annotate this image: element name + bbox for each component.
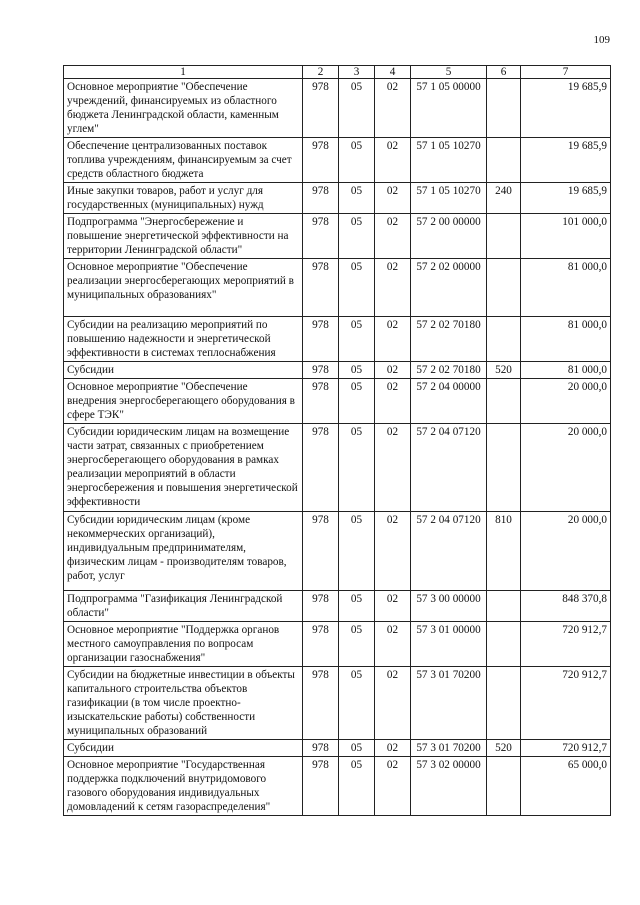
page-number: 109 <box>593 34 610 46</box>
row-subsection-cell: 02 <box>375 183 411 214</box>
row-target-article-cell: 57 3 01 70200 <box>411 740 487 757</box>
row-name-cell: Обеспечение централизованных поставок топлива учреждениям, финансируемым за счет средств областного бюджета <box>64 138 303 183</box>
row-subsection-cell: 02 <box>375 362 411 379</box>
row-gov-code-cell: 978 <box>303 214 339 259</box>
header-col-5: 5 <box>411 66 487 79</box>
table-row <box>64 512 611 591</box>
row-subsection-cell: 02 <box>375 740 411 757</box>
table-body <box>64 79 611 816</box>
header-col-1: 1 <box>64 66 303 79</box>
row-section-cell: 05 <box>339 740 375 757</box>
row-amount-cell: 81 000,0 <box>521 259 611 317</box>
row-name-cell: Субсидии на реализацию мероприятий по повышению надежности и энергетической эффективности в системах теплоснабжения <box>64 317 303 362</box>
row-target-article-cell: 57 2 02 00000 <box>411 259 487 317</box>
row-section-cell: 05 <box>339 667 375 740</box>
row-name-cell: Подпрограмма "Газификация Ленинградской области" <box>64 591 303 622</box>
row-expense-type-cell <box>487 591 521 622</box>
row-expense-type-cell <box>487 259 521 317</box>
table-row <box>64 138 611 183</box>
row-section-cell: 05 <box>339 591 375 622</box>
table-row <box>64 424 611 512</box>
table-row <box>64 757 611 816</box>
table-row <box>64 362 611 379</box>
row-subsection-cell: 02 <box>375 214 411 259</box>
row-subsection-cell: 02 <box>375 512 411 591</box>
row-name-cell: Основное мероприятие "Обеспечение реализации энергосберегающих мероприятий в муниципальных образованиях" <box>64 259 303 317</box>
table-row <box>64 591 611 622</box>
row-gov-code-cell: 978 <box>303 757 339 816</box>
header-col-7: 7 <box>521 66 611 79</box>
row-amount-cell: 101 000,0 <box>521 214 611 259</box>
row-target-article-cell: 57 1 05 10270 <box>411 183 487 214</box>
row-amount-cell: 81 000,0 <box>521 362 611 379</box>
row-expense-type-cell <box>487 667 521 740</box>
row-target-article-cell: 57 3 01 70200 <box>411 667 487 740</box>
row-gov-code-cell: 978 <box>303 667 339 740</box>
row-subsection-cell: 02 <box>375 622 411 667</box>
row-gov-code-cell: 978 <box>303 379 339 424</box>
row-gov-code-cell: 978 <box>303 138 339 183</box>
row-gov-code-cell: 978 <box>303 740 339 757</box>
row-gov-code-cell: 978 <box>303 259 339 317</box>
row-name-cell: Иные закупки товаров, работ и услуг для государственных (муниципальных) нужд <box>64 183 303 214</box>
row-target-article-cell: 57 2 02 70180 <box>411 362 487 379</box>
row-expense-type-cell <box>487 622 521 667</box>
table-row <box>64 259 611 317</box>
row-target-article-cell: 57 2 02 70180 <box>411 317 487 362</box>
row-target-article-cell: 57 3 00 00000 <box>411 591 487 622</box>
row-name-cell: Подпрограмма "Энергосбережение и повышение энергетической эффективности на территории Ленинградской области" <box>64 214 303 259</box>
row-target-article-cell: 57 2 04 07120 <box>411 512 487 591</box>
row-target-article-cell: 57 1 05 00000 <box>411 79 487 138</box>
table-row <box>64 183 611 214</box>
row-amount-cell: 19 685,9 <box>521 183 611 214</box>
row-amount-cell: 720 912,7 <box>521 622 611 667</box>
row-expense-type-cell: 520 <box>487 362 521 379</box>
row-expense-type-cell: 520 <box>487 740 521 757</box>
row-gov-code-cell: 978 <box>303 362 339 379</box>
row-amount-cell: 65 000,0 <box>521 757 611 816</box>
row-subsection-cell: 02 <box>375 138 411 183</box>
row-expense-type-cell: 810 <box>487 512 521 591</box>
row-target-article-cell: 57 2 00 00000 <box>411 214 487 259</box>
row-gov-code-cell: 978 <box>303 622 339 667</box>
table-row <box>64 317 611 362</box>
row-gov-code-cell: 978 <box>303 317 339 362</box>
row-expense-type-cell <box>487 214 521 259</box>
row-amount-cell: 720 912,7 <box>521 740 611 757</box>
header-col-2: 2 <box>303 66 339 79</box>
row-subsection-cell: 02 <box>375 379 411 424</box>
row-amount-cell: 19 685,9 <box>521 79 611 138</box>
row-subsection-cell: 02 <box>375 591 411 622</box>
row-expense-type-cell: 240 <box>487 183 521 214</box>
row-gov-code-cell: 978 <box>303 183 339 214</box>
row-amount-cell: 720 912,7 <box>521 667 611 740</box>
table-row <box>64 379 611 424</box>
row-name-cell: Субсидии <box>64 362 303 379</box>
budget-table <box>63 65 611 816</box>
row-section-cell: 05 <box>339 79 375 138</box>
row-expense-type-cell <box>487 79 521 138</box>
row-expense-type-cell <box>487 424 521 512</box>
row-gov-code-cell: 978 <box>303 591 339 622</box>
row-section-cell: 05 <box>339 622 375 667</box>
row-expense-type-cell <box>487 379 521 424</box>
row-expense-type-cell <box>487 317 521 362</box>
row-amount-cell: 20 000,0 <box>521 512 611 591</box>
row-section-cell: 05 <box>339 512 375 591</box>
row-amount-cell: 20 000,0 <box>521 424 611 512</box>
row-section-cell: 05 <box>339 362 375 379</box>
row-gov-code-cell: 978 <box>303 79 339 138</box>
row-name-cell: Субсидии юридическим лицам (кроме некоммерческих организаций), индивидуальным предпринимателям, физическим лицам - производителям товаров, работ, услуг <box>64 512 303 591</box>
row-section-cell: 05 <box>339 379 375 424</box>
row-amount-cell: 848 370,8 <box>521 591 611 622</box>
header-col-3: 3 <box>339 66 375 79</box>
row-name-cell: Субсидии <box>64 740 303 757</box>
row-section-cell: 05 <box>339 214 375 259</box>
table-row <box>64 214 611 259</box>
row-section-cell: 05 <box>339 259 375 317</box>
row-section-cell: 05 <box>339 138 375 183</box>
row-expense-type-cell <box>487 757 521 816</box>
row-section-cell: 05 <box>339 183 375 214</box>
row-section-cell: 05 <box>339 317 375 362</box>
row-target-article-cell: 57 2 04 07120 <box>411 424 487 512</box>
row-target-article-cell: 57 3 02 00000 <box>411 757 487 816</box>
row-target-article-cell: 57 2 04 00000 <box>411 379 487 424</box>
row-amount-cell: 19 685,9 <box>521 138 611 183</box>
row-subsection-cell: 02 <box>375 259 411 317</box>
table-row <box>64 667 611 740</box>
row-subsection-cell: 02 <box>375 667 411 740</box>
row-gov-code-cell: 978 <box>303 512 339 591</box>
row-name-cell: Субсидии на бюджетные инвестиции в объекты капитального строительства объектов газификации (в том числе проектно-изыскательские работы) собственности муниципальных образований <box>64 667 303 740</box>
row-subsection-cell: 02 <box>375 424 411 512</box>
row-name-cell: Основное мероприятие "Государственная поддержка подключений внутридомового газового оборудования индивидуальных домовладений к сетям газораспределения" <box>64 757 303 816</box>
row-section-cell: 05 <box>339 424 375 512</box>
row-name-cell: Основное мероприятие "Поддержка органов местного самоуправления по вопросам организации газоснабжения" <box>64 622 303 667</box>
row-amount-cell: 20 000,0 <box>521 379 611 424</box>
row-name-cell: Субсидии юридическим лицам на возмещение части затрат, связанных с приобретением энергосберегающего оборудования в рамках реализации мероприятий в области энергосбережения и повышения энергетической эффективности <box>64 424 303 512</box>
table-row <box>64 622 611 667</box>
row-amount-cell: 81 000,0 <box>521 317 611 362</box>
row-subsection-cell: 02 <box>375 757 411 816</box>
table-header-row <box>64 66 611 79</box>
table-row <box>64 740 611 757</box>
row-name-cell: Основное мероприятие "Обеспечение учреждений, финансируемых из областного бюджета Ленинградской области, каменным углем" <box>64 79 303 138</box>
row-subsection-cell: 02 <box>375 317 411 362</box>
row-target-article-cell: 57 3 01 00000 <box>411 622 487 667</box>
row-target-article-cell: 57 1 05 10270 <box>411 138 487 183</box>
header-col-6: 6 <box>487 66 521 79</box>
row-name-cell: Основное мероприятие "Обеспечение внедрения энергосберегающего оборудования в сфере ТЭК" <box>64 379 303 424</box>
table-row <box>64 79 611 138</box>
row-expense-type-cell <box>487 138 521 183</box>
row-subsection-cell: 02 <box>375 79 411 138</box>
row-gov-code-cell: 978 <box>303 424 339 512</box>
header-col-4: 4 <box>375 66 411 79</box>
row-section-cell: 05 <box>339 757 375 816</box>
